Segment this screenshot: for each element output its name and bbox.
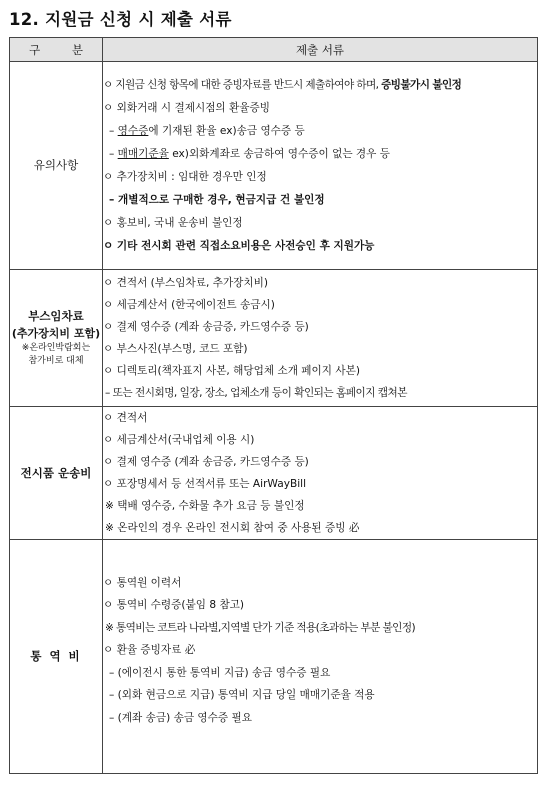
list-item: ㅇ 환율 증빙자료 必 [103, 644, 196, 657]
table-header-row [10, 38, 538, 62]
list-item: ※ 온라인의 경우 온라인 전시회 참여 중 사용된 증빙 必 [105, 522, 360, 534]
header-category: 구 분 [10, 38, 103, 62]
list-item: – 또는 전시회명, 일장, 장소, 업체소개 등이 확인되는 홈페이지 캡쳐본 [105, 387, 408, 399]
list-item: ㅇ 디렉토리(책자표지 사본, 해당업체 소개 페이지 사본) [103, 365, 360, 377]
list-item: ㅇ 통역원 이력서 [103, 576, 182, 589]
list-item: – 개별적으로 구매한 경우, 현금지급 건 불인정 [109, 193, 325, 206]
content-cell [103, 62, 538, 270]
category-cell [10, 270, 103, 407]
list-item: ㅇ 견적서 (부스임차료, 추가장치비) [103, 277, 269, 289]
list-item: ※ 통역비는 코트라 나라별,지역별 단가 기준 적용(초과하는 부분 불인정) [105, 621, 415, 634]
list-item: – (외화 현금으로 지급) 통역비 지급 당일 매매기준율 적용 [109, 689, 375, 702]
list-item: – (에이전시 통한 통역비 지급) 송금 영수증 필요 [109, 666, 331, 679]
content-cell [103, 540, 538, 774]
list-item: ㅇ 부스사진(부스명, 코드 포함) [103, 343, 248, 355]
category-label: 유의사항 [33, 158, 79, 172]
page-title: 12. 지원금 신청 시 제출 서류 [9, 10, 232, 29]
list-item: – 매매기준율 ex)외화계좌로 송금하여 영수증이 없는 경우 등 [109, 147, 390, 160]
list-item: ㅇ 통역비 수령증(붙임 8 참고) [103, 599, 245, 612]
document-table [9, 37, 538, 774]
category-sublabel: (추가장치비 포함) [11, 327, 101, 340]
category-note: ※온라인박람회는 [21, 343, 91, 353]
category-label: 전시품 운송비 [20, 465, 92, 480]
content-cell [103, 407, 538, 540]
list-item: ※ 택배 영수증, 수화물 추가 요금 등 불인정 [105, 500, 305, 512]
list-item: ㅇ 지원금 신청 항목에 대한 증빙자료를 반드시 제출하여야 하며, 증빙불가시 불인정 [103, 78, 462, 91]
list-item: ㅇ 결제 영수증 (계좌 송금증, 카드영수증 등) [103, 321, 309, 333]
table-row [10, 407, 538, 540]
category-cell [10, 62, 103, 270]
category-cell [10, 407, 103, 540]
header-documents: 제출 서류 [103, 38, 538, 62]
category-cell [10, 540, 103, 774]
category-label: 부스임차료 [28, 309, 84, 323]
list-item: ㅇ 세금계산서(국내업체 이용 시) [103, 434, 255, 446]
category-label: 통 역 비 [30, 649, 82, 663]
list-item: ㅇ 홍보비, 국내 운송비 불인정 [103, 216, 243, 229]
list-item: ㅇ 결제 영수증 (계좌 송금증, 카드영수증 등) [103, 456, 309, 468]
content-cell [103, 270, 538, 407]
list-item: – 영수증에 기재된 환율 ex)송금 영수증 등 [109, 124, 305, 137]
list-item: ㅇ 외화거래 시 결제시점의 환율증빙 [103, 101, 270, 114]
list-item: – (계좌 송금) 송금 영수증 필요 [109, 711, 252, 724]
list-item: ㅇ 세금계산서 (한국에이전트 송금시) [103, 299, 275, 311]
table-row [10, 540, 538, 774]
list-item: ㅇ 기타 전시회 관련 직접소요비용은 사전승인 후 지원가능 [103, 239, 375, 252]
list-item: ㅇ 포장명세서 등 선적서류 또는 AirWayBill [103, 478, 307, 490]
list-item: ㅇ 추가장치비 : 임대한 경우만 인정 [103, 170, 267, 183]
list-item: ㅇ 견적서 [103, 412, 148, 424]
table-row [10, 62, 538, 270]
category-note: 참가비로 대체 [28, 356, 84, 366]
table-row [10, 270, 538, 407]
